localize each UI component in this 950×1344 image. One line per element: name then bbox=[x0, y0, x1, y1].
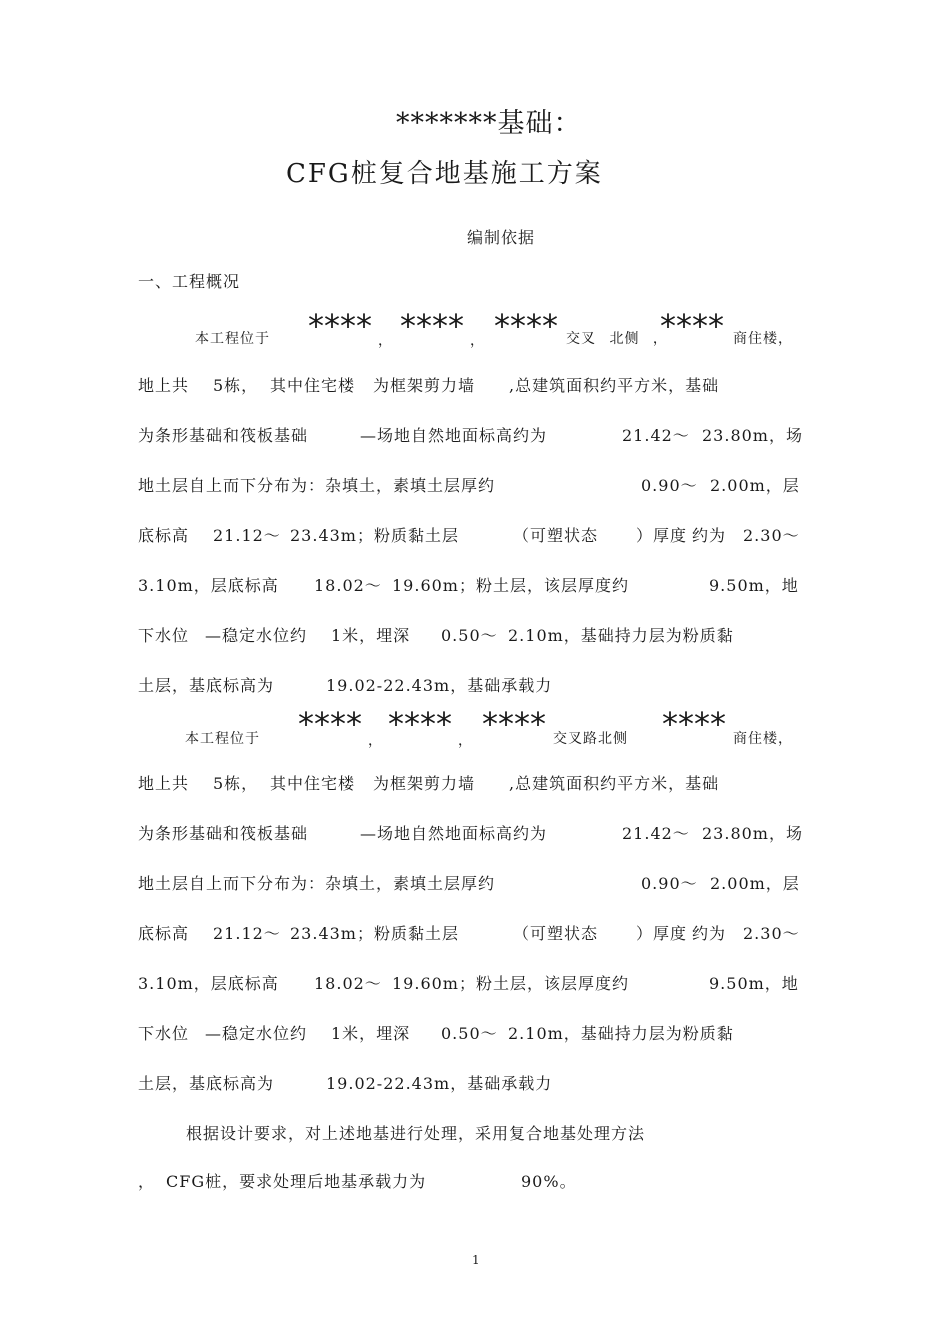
p2-l4-b: 21.12～ bbox=[213, 924, 281, 943]
p2-l4-d: （可塑状态 bbox=[513, 924, 599, 943]
p1-l4-e: ）厚度 bbox=[636, 526, 688, 545]
p2-l4-g: 2.30～ bbox=[743, 924, 800, 943]
p2-l1-b: 5栋， bbox=[213, 774, 259, 793]
p2-mask-1: **** bbox=[298, 705, 362, 743]
p2-l7-b: 19.02-22.43m，基础承载力 bbox=[326, 1074, 553, 1093]
p1-l5-d: 9.50m，地 bbox=[709, 576, 799, 595]
p2-mid: 交叉路北侧 bbox=[553, 731, 628, 747]
p3-line-2-a: ， bbox=[138, 1172, 156, 1191]
p2-l4-a: 底标高 bbox=[138, 924, 190, 943]
p2-l2-b: —场地自然地面标高约为 bbox=[360, 824, 548, 843]
p1-l5-c: 19.60m；粉土层，该层厚度约 bbox=[392, 576, 629, 595]
p1-l1-a: 地上共 bbox=[138, 376, 190, 395]
p1-l3-c: 2.00m，层 bbox=[710, 476, 800, 495]
p1-l7-b: 19.02-22.43m，基础承载力 bbox=[326, 676, 553, 695]
p2-l1-d: 为框架剪力墙 bbox=[373, 774, 476, 793]
p1-l6-a: 下水位 bbox=[138, 626, 190, 645]
p2-l5-c: 19.60m；粉土层，该层厚度约 bbox=[392, 974, 629, 993]
p2-mask-2: **** bbox=[388, 705, 452, 743]
p3-line-2-c: 90%。 bbox=[521, 1172, 577, 1191]
p1-lead: 本工程位于 bbox=[195, 331, 270, 347]
p1-l4-a: 底标高 bbox=[138, 526, 190, 545]
p1-l6-b: —稳定水位约 bbox=[205, 626, 308, 645]
p1-l3-a: 地土层自上而下分布为：杂填土，素填土层厚约 bbox=[138, 476, 496, 495]
p1-l1-e: ,总建筑面积约平方米，基础 bbox=[509, 376, 720, 395]
p2-l6-e: 2.10m，基础持力层为粉质黏 bbox=[508, 1024, 734, 1043]
p2-l3-c: 2.00m，层 bbox=[710, 874, 800, 893]
p2-l3-b: 0.90～ bbox=[641, 874, 698, 893]
p2-l5-a: 3.10m，层底标高 bbox=[138, 974, 279, 993]
p1-l6-e: 2.10m，基础持力层为粉质黏 bbox=[508, 626, 734, 645]
p1-l2-c: 21.42～ bbox=[622, 426, 690, 445]
p1-mask-2: **** bbox=[400, 307, 464, 345]
p2-l2-d: 23.80m，场 bbox=[702, 824, 803, 843]
p1-l2-a: 为条形基础和筏板基础 bbox=[138, 426, 309, 445]
p1-l2-d: 23.80m，场 bbox=[702, 426, 803, 445]
p1-l4-b: 21.12～ bbox=[213, 526, 281, 545]
p1-comma-1: ， bbox=[378, 333, 393, 349]
p2-l2-a: 为条形基础和筏板基础 bbox=[138, 824, 309, 843]
p2-l4-f: 约为 bbox=[692, 924, 727, 943]
p3-line-2-b: CFG桩，要求处理后地基承载力为 bbox=[166, 1172, 427, 1191]
p2-l1-c: 其中住宅楼 bbox=[270, 774, 356, 793]
p2-l1-e: ,总建筑面积约平方米，基础 bbox=[509, 774, 720, 793]
p1-l2-b: —场地自然地面标高约为 bbox=[360, 426, 548, 445]
p2-l4-e: ）厚度 bbox=[636, 924, 688, 943]
p2-l1-a: 地上共 bbox=[138, 774, 190, 793]
p1-tail: 商住楼， bbox=[733, 331, 793, 347]
section-heading-basis: 编制依据 bbox=[467, 228, 536, 247]
p2-comma-2: ， bbox=[458, 733, 473, 749]
p1-l4-f: 约为 bbox=[692, 526, 727, 545]
p2-l3-a: 地土层自上而下分布为：杂填土，素填土层厚约 bbox=[138, 874, 496, 893]
p1-l4-g: 2.30～ bbox=[743, 526, 800, 545]
p1-l1-c: 其中住宅楼 bbox=[270, 376, 356, 395]
p1-l4-d: （可塑状态 bbox=[513, 526, 599, 545]
p2-comma-1: ， bbox=[368, 733, 383, 749]
p1-l1-d: 为框架剪力墙 bbox=[373, 376, 476, 395]
p1-mask-3: **** bbox=[494, 307, 558, 345]
p2-mask-3: **** bbox=[482, 705, 546, 743]
p3-line-1: 根据设计要求，对上述地基进行处理，采用复合地基处理方法 bbox=[186, 1124, 646, 1143]
p2-l5-b: 18.02～ bbox=[314, 974, 382, 993]
p1-l5-b: 18.02～ bbox=[314, 576, 382, 595]
section-heading-overview: 一、工程概况 bbox=[138, 272, 241, 291]
p1-mid: 交叉 北侧 ， bbox=[566, 331, 668, 347]
p2-lead: 本工程位于 bbox=[185, 731, 260, 747]
p2-l7-a: 土层，基底标高为 bbox=[138, 1074, 275, 1093]
p1-l1-b: 5栋， bbox=[213, 376, 259, 395]
p2-tail: 商住楼， bbox=[733, 731, 793, 747]
p2-l6-b: —稳定水位约 bbox=[205, 1024, 308, 1043]
p2-l4-c: 23.43m；粉质黏土层 bbox=[290, 924, 459, 943]
p2-l6-c: 1米，埋深 bbox=[331, 1024, 411, 1043]
page-number: 1 bbox=[472, 1253, 481, 1267]
p1-l3-b: 0.90～ bbox=[641, 476, 698, 495]
p2-l5-d: 9.50m，地 bbox=[709, 974, 799, 993]
p2-l6-a: 下水位 bbox=[138, 1024, 190, 1043]
p2-l6-d: 0.50～ bbox=[441, 1024, 498, 1043]
p1-mask-4: **** bbox=[660, 307, 724, 345]
p2-l2-c: 21.42～ bbox=[622, 824, 690, 843]
p2-mask-4: **** bbox=[662, 705, 726, 743]
p1-comma-2: ， bbox=[470, 333, 485, 349]
p1-l6-c: 1米，埋深 bbox=[331, 626, 411, 645]
document-title: *******基础： bbox=[396, 108, 582, 139]
p1-l4-c: 23.43m；粉质黏土层 bbox=[290, 526, 459, 545]
p1-mask-1: **** bbox=[308, 307, 372, 345]
p1-l6-d: 0.50～ bbox=[441, 626, 498, 645]
document-subtitle: CFG桩复合地基施工方案 bbox=[286, 159, 603, 189]
p1-l5-a: 3.10m，层底标高 bbox=[138, 576, 279, 595]
p1-l7-a: 土层，基底标高为 bbox=[138, 676, 275, 695]
